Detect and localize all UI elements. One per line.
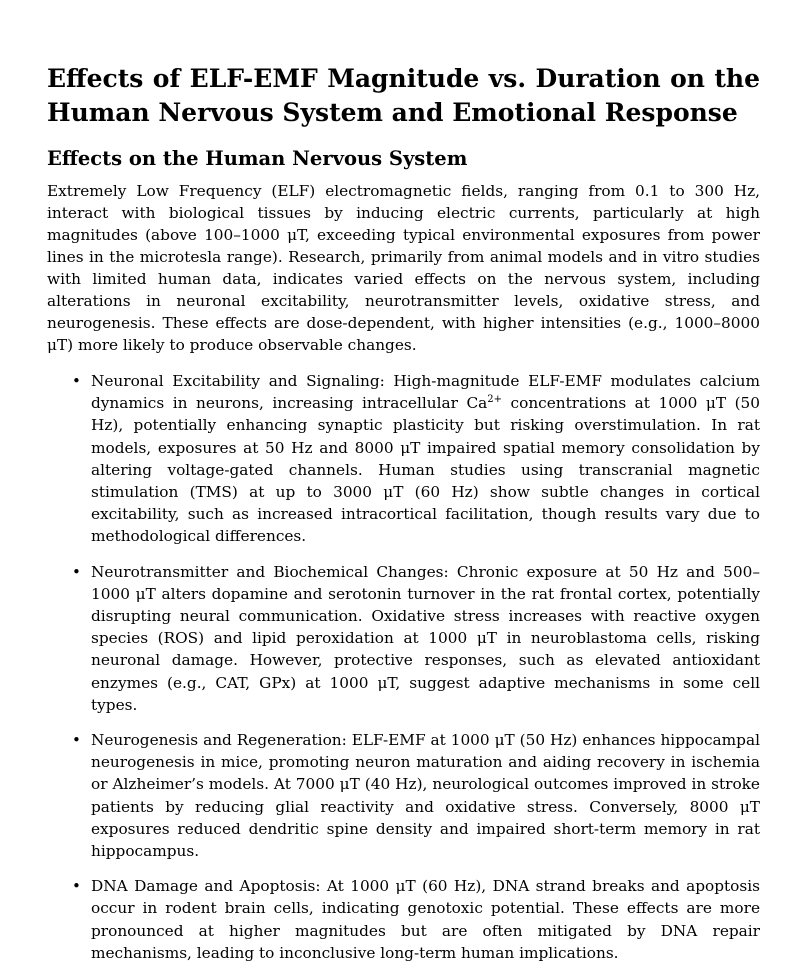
bullet-item-neuronal-excitability [47,370,760,548]
bullet-item-neurotransmitter [47,561,760,716]
calcium-superscript: 2+ [487,394,503,406]
bullet-text: Neuronal Excitability and Signaling: High-magnitude ELF-EMF modulates calcium dynamics in neurons, increasing intracellular Ca [91,372,760,413]
bullet-icon: • [72,562,81,581]
bullet-text: Neurotransmitter and Biochemical Changes: Chronic exposure at 50 Hz and 500–1000 μT alters dopamine and serotonin turnover in the rat frontal cortex, potentially disrupting neural communication. Oxidative stress increases with reactive oxygen species (ROS) and lipid peroxidation at 1000 μT in neuroblastoma cells, risking neuronal damage. However, protective responses, such as elevated antioxidant enzymes (e.g., CAT, GPx) at 1000 μT, suggest adaptive mechanisms in some cell types. [91,562,760,714]
bullet-text-continued: concentrations at 1000 μT (50 Hz), potentially enhancing synaptic plasticity but risking overstimulation. In rat models, exposures at 50 Hz and 8000 μT impaired spatial memory consolidation by altering voltage-gated channels. Human studies using transcranial magnetic stimulation (TMS) at up to 3000 μT (60 Hz) show subtle changes in cortical excitability, such as increased intracortical facilitation, though results vary due to methodological differences. [91,394,760,546]
bullet-item-dna-damage [47,875,760,964]
document-title: Effects of ELF-EMF Magnitude vs. Duration on the Human Nervous System and Emotional Response [47,64,760,127]
bullet-icon: • [72,877,81,896]
bullet-icon: • [72,372,81,390]
bullet-text: Neurogenesis and Regeneration: ELF-EMF at 1000 μT (50 Hz) enhances hippocampal neurogenesis in mice, promoting neuron maturation and aiding recovery in ischemia or Alzheimer’s models. At 7000 μT (40 Hz), neurological outcomes improved in stroke patients by reducing glial reactivity and oxidative stress. Conversely, 8000 μT exposures reduced dendritic spine density and impaired short-term memory in rat hippocampus. [91,731,760,861]
bullet-text: DNA Damage and Apoptosis: At 1000 μT (60 Hz), DNA strand breaks and apoptosis occur in rodent brain cells, indicating genotoxic potential. These effects are more pronounced at higher magnitudes but are often mitigated by DNA repair mechanisms, leading to inconclusive long-term human implications. [91,877,760,962]
section-heading: Effects on the Human Nervous System [47,147,468,170]
bullet-item-neurogenesis [47,729,760,862]
intro-paragraph: Extremely Low Frequency (ELF) electromagnetic fields, ranging from 0.1 to 300 Hz, interact with biological tissues by inducing electric currents, particularly at high magnitudes (above 100–1000 μT, exceeding typical environmental exposures from power lines in the microtesla range). Research, primarily from animal models and in vitro studies with limited human data, indicates varied effects on the nervous system, including alterations in neuronal excitability, neurotransmitter levels, oxidative stress, and neurogenesis. These effects are dose-dependent, with higher intensities (e.g., 1000–8000 μT) more likely to produce observable changes. [47,182,760,354]
document-body [47,62,760,977]
bullet-icon: • [72,731,81,750]
bullet-list [47,370,760,964]
